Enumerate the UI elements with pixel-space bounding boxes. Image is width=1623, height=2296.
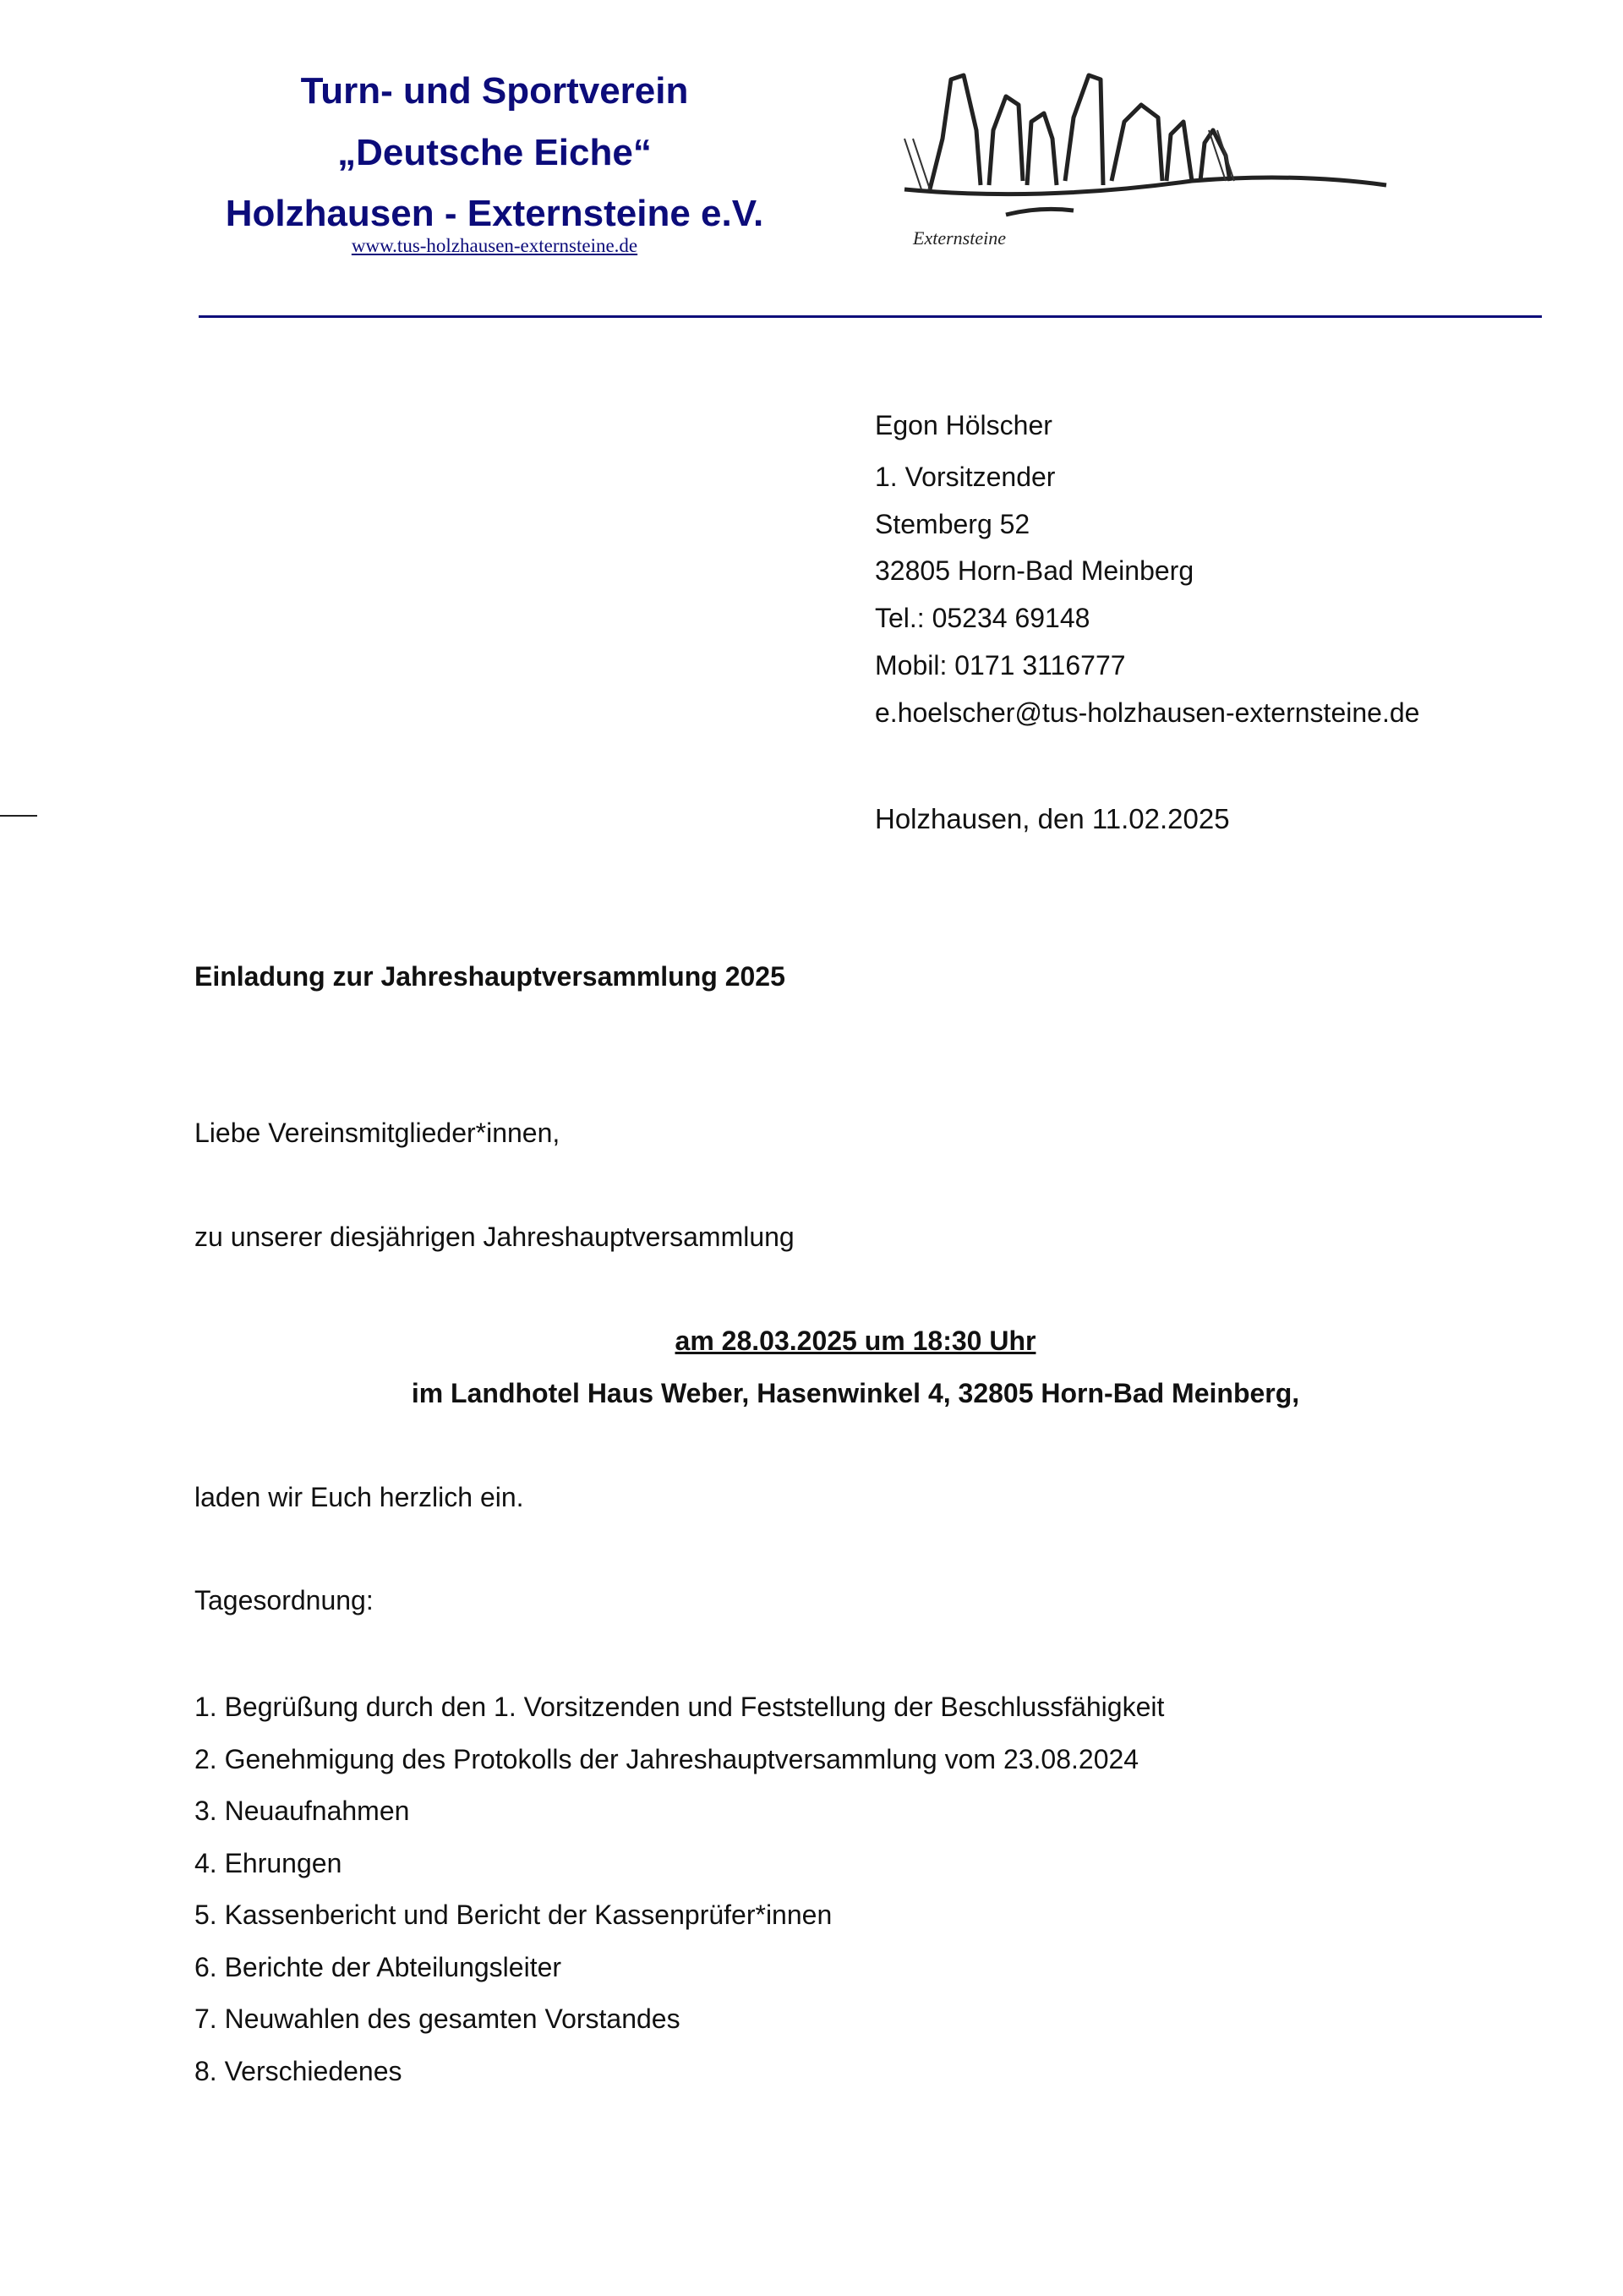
externsteine-logo (871, 37, 1496, 287)
header-divider (199, 315, 1542, 318)
sender-role: 1. Vorsitzender (875, 462, 1056, 492)
sender-name: Egon Hölscher (875, 410, 1052, 440)
fold-mark (0, 815, 37, 817)
meeting-date-time: am 28.03.2025 um 18:30 Uhr (675, 1326, 1036, 1356)
agenda-item: 3. Neuaufnahmen (194, 1796, 410, 1826)
intro-text: zu unserer diesjährigen Jahreshauptversammlung (194, 1222, 795, 1252)
sender-city: 32805 Horn-Bad Meinberg (875, 555, 1194, 586)
club-name-line2: „Deutsche Eiche“ (337, 132, 652, 173)
sender-mobile: Mobil: 0171 3116777 (875, 650, 1126, 681)
date-line: Holzhausen, den 11.02.2025 (875, 803, 1230, 834)
agenda-item: 5. Kassenbericht und Bericht der Kassenprüfer*innen (194, 1900, 833, 1930)
agenda-title: Tagesordnung: (194, 1585, 374, 1615)
sender-phone: Tel.: 05234 69148 (875, 603, 1090, 633)
logo-caption: Externsteine (913, 227, 1006, 249)
agenda-item: 6. Berichte der Abteilungsleiter (194, 1952, 562, 1982)
agenda-item: 1. Begrüßung durch den 1. Vorsitzenden und Feststellung der Beschlussfähigkeit (194, 1692, 1165, 1722)
sender-email[interactable]: e.hoelscher@tus-holzhausen-externsteine.de (875, 697, 1420, 728)
closing-text: laden wir Euch herzlich ein. (194, 1482, 524, 1512)
meeting-location: im Landhotel Haus Weber, Hasenwinkel 4, 32805 Horn-Bad Meinberg, (411, 1378, 1300, 1408)
club-name-line1: Turn- und Sportverein (300, 70, 689, 112)
subject-heading: Einladung zur Jahreshauptversammlung 2025 (194, 961, 785, 992)
agenda-item: 4. Ehrungen (194, 1848, 342, 1878)
agenda-item: 8. Verschiedenes (194, 2056, 402, 2086)
website-link[interactable]: www.tus-holzhausen-externsteine.de (351, 235, 638, 256)
sender-street: Stemberg 52 (875, 509, 1030, 539)
agenda-item: 7. Neuwahlen des gesamten Vorstandes (194, 2004, 680, 2034)
agenda-item: 2. Genehmigung des Protokolls der Jahreshauptversammlung vom 23.08.2024 (194, 1744, 1139, 1774)
salutation: Liebe Vereinsmitglieder*innen, (194, 1118, 560, 1148)
club-name-line3: Holzhausen - Externsteine e.V. (225, 193, 764, 234)
